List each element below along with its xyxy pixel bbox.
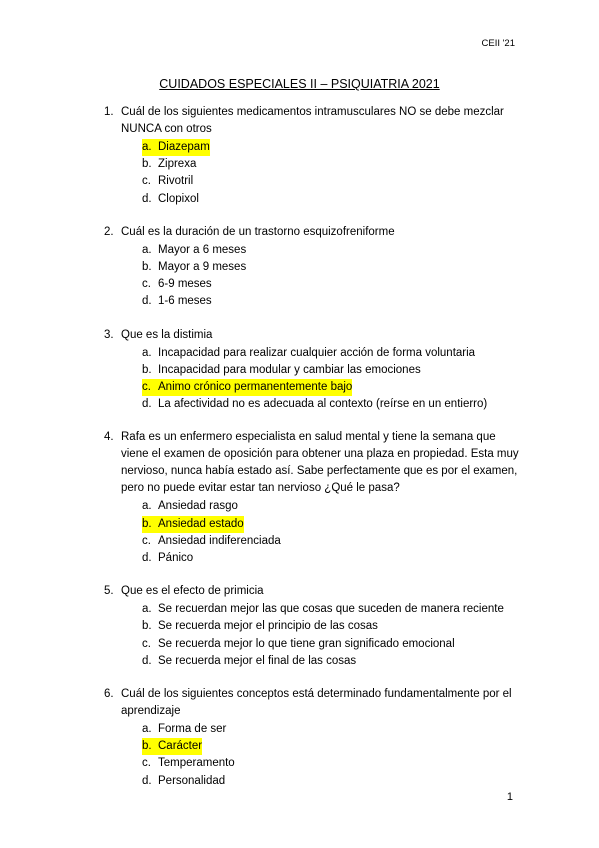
option-text: Forma de ser	[158, 723, 227, 736]
question-text: Que es el efecto de primicia	[121, 585, 264, 598]
option-text-highlighted: Animo crónico permanentemente bajo	[158, 381, 353, 394]
option-letter: b.	[142, 363, 152, 376]
option-letter: a.	[142, 500, 152, 513]
option-letter: a.	[142, 723, 152, 736]
question-text: Cuál de los siguientes medicamentos intramusculares NO se debe mezclar NUNCA con otros	[121, 106, 504, 135]
option-text: Ziprexa	[158, 158, 197, 171]
option-text-highlighted: Ansiedad estado	[158, 517, 244, 530]
option-text-highlighted: Diazepam	[158, 141, 210, 153]
option-letter: c.	[142, 278, 151, 291]
option-text: Se recuerdan mejor las que cosas que suceden de manera reciente	[158, 603, 504, 616]
option-letter: d.	[142, 295, 152, 308]
option-text: Ansiedad indiferenciada	[158, 534, 281, 547]
option-text: 6-9 meses	[158, 278, 212, 291]
question-number: 2.	[104, 225, 114, 238]
answer-option	[142, 550, 524, 567]
answer-option	[142, 293, 524, 310]
option-text: Mayor a 9 meses	[158, 261, 247, 274]
question-item	[104, 429, 524, 567]
page-title: CUIDADOS ESPECIALES II – PSIQUIATRIA 2021	[159, 77, 440, 91]
question-number: 1.	[104, 106, 114, 118]
option-letter: d.	[142, 398, 152, 411]
question-text: Cuál es la duración de un trastorno esquizofreniforme	[121, 225, 395, 238]
option-text: Personalidad	[158, 774, 226, 787]
question-number: 5.	[104, 585, 114, 598]
answer-option	[142, 498, 524, 515]
option-text: Ansiedad rasgo	[158, 500, 238, 513]
answer-option	[142, 379, 524, 396]
option-letter: d.	[142, 192, 152, 205]
page-number: 1	[506, 791, 513, 803]
answer-option	[142, 396, 524, 413]
option-text: Se recuerda mejor lo que tiene gran significado emocional	[158, 637, 455, 650]
option-text: Temperamento	[158, 757, 235, 770]
option-letter: d.	[142, 654, 152, 667]
option-letter: a.	[142, 346, 152, 359]
option-letter: b.	[142, 158, 152, 171]
option-text: Incapacidad para modular y cambiar las emociones	[158, 363, 421, 376]
option-letter: c.	[142, 381, 151, 394]
option-text: Se recuerda mejor el final de las cosas	[158, 654, 357, 667]
option-letter: b.	[142, 740, 152, 753]
answer-option	[142, 156, 524, 173]
option-letter: c.	[142, 637, 151, 650]
option-text: Incapacidad para realizar cualquier acción de forma voluntaria	[158, 346, 476, 359]
option-letter: b.	[142, 620, 152, 633]
question-text: Rafa es un enfermero especialista en salud mental y tiene la semana que viene el examen de oposición para obtener una plaza en propiedad. Esta muy nervioso, nunca había estado así. Sabe perfectamente que es por el examen, pero no puede evitar estar tan nervioso ¿Qué le pasa?	[121, 431, 519, 495]
answer-options	[104, 498, 524, 567]
answer-option	[142, 191, 524, 208]
question-item	[104, 104, 524, 208]
answer-option	[142, 738, 524, 755]
answer-options	[104, 721, 524, 790]
answer-option	[142, 516, 524, 533]
answer-option	[142, 601, 524, 618]
answer-option	[142, 618, 524, 635]
answer-option	[142, 773, 524, 790]
option-text: Pánico	[158, 552, 194, 565]
option-text: Clopixol	[158, 192, 199, 205]
answer-options	[104, 601, 524, 670]
option-letter: a.	[142, 243, 152, 256]
question-text: Que es la distimia	[121, 328, 213, 341]
option-letter: c.	[142, 534, 151, 547]
option-letter: b.	[142, 261, 152, 274]
option-letter: b.	[142, 517, 152, 530]
option-letter: d.	[142, 552, 152, 565]
option-letter: c.	[142, 757, 151, 770]
answer-options	[104, 139, 524, 208]
option-letter: a.	[142, 141, 152, 153]
question-list	[104, 104, 524, 806]
answer-option	[142, 533, 524, 550]
answer-option	[142, 173, 524, 190]
option-text-highlighted: Carácter	[158, 740, 203, 753]
header-tag: CEII '21	[481, 38, 515, 49]
question-number: 3.	[104, 328, 114, 341]
answer-options	[104, 345, 524, 414]
option-text: Se recuerda mejor el principio de las cosas	[158, 620, 378, 633]
option-text: Mayor a 6 meses	[158, 243, 247, 256]
answer-option	[142, 636, 524, 653]
answer-option	[142, 276, 524, 293]
option-letter: d.	[142, 774, 152, 787]
question-item	[104, 686, 524, 790]
answer-options	[104, 242, 524, 311]
question-number: 4.	[104, 431, 114, 444]
option-text: Rivotril	[158, 175, 194, 188]
answer-option	[142, 755, 524, 772]
answer-option	[142, 653, 524, 670]
question-text: Cuál de los siguientes conceptos está determinado fundamentalmente por el aprendizaje	[121, 688, 512, 718]
answer-option	[142, 259, 524, 276]
answer-option	[142, 362, 524, 379]
answer-option	[142, 721, 524, 738]
question-item	[104, 224, 524, 311]
answer-option	[142, 139, 524, 156]
option-text: 1-6 meses	[158, 295, 212, 308]
question-item	[104, 327, 524, 414]
question-item	[104, 583, 524, 670]
option-letter: c.	[142, 175, 151, 188]
option-text: La afectividad no es adecuada al contexto (reírse en un entierro)	[158, 398, 488, 411]
question-number: 6.	[104, 688, 114, 701]
answer-option	[142, 345, 524, 362]
option-letter: a.	[142, 603, 152, 616]
answer-option	[142, 242, 524, 259]
